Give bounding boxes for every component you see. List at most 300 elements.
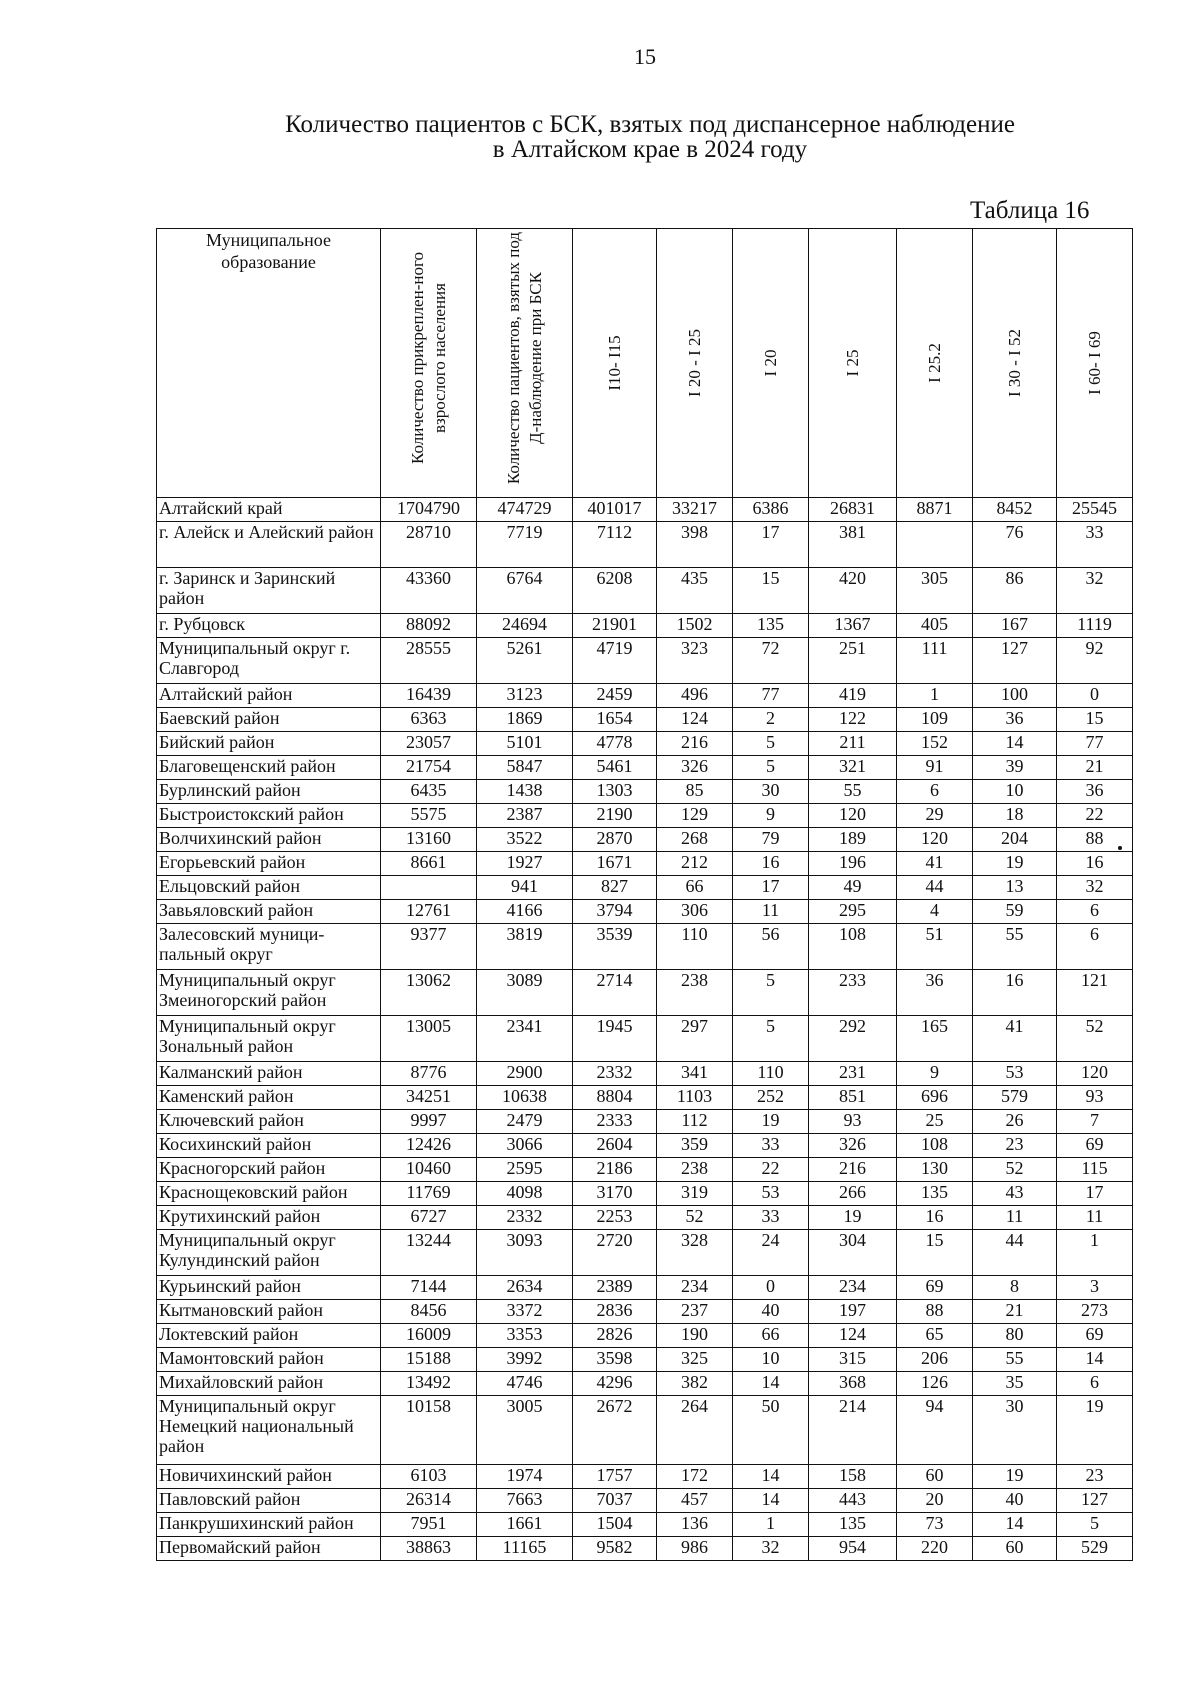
row-value-cell: 21 [1057, 756, 1133, 780]
row-value-cell: 66 [657, 876, 733, 900]
row-value-cell: 2459 [573, 684, 657, 708]
table-row [157, 1086, 1133, 1110]
row-value-cell: 9377 [381, 924, 477, 970]
row-value-cell: 2186 [573, 1158, 657, 1182]
header-i25: I 25 [809, 229, 897, 498]
row-value-cell: 55 [809, 780, 897, 804]
row-value-cell: 2479 [477, 1110, 573, 1134]
row-value-cell: 3539 [573, 924, 657, 970]
row-value-cell: 2900 [477, 1062, 573, 1086]
row-value-cell: 196 [809, 852, 897, 876]
row-value-cell: 100 [973, 684, 1057, 708]
row-value-cell: 435 [657, 568, 733, 614]
row-value-cell: 1654 [573, 708, 657, 732]
row-value-cell: 231 [809, 1062, 897, 1086]
row-municipality-name: Бийский район [157, 732, 381, 756]
row-value-cell: 2 [733, 708, 809, 732]
row-municipality-name: Муниципальный округ Змеиногорский район [157, 970, 381, 1016]
row-value-cell: 49 [809, 876, 897, 900]
row-value-cell: 326 [657, 756, 733, 780]
row-value-cell: 38863 [381, 1537, 477, 1561]
row-value-cell: 165 [897, 1016, 973, 1062]
row-value-cell: 52 [657, 1206, 733, 1230]
row-value-cell: 22 [733, 1158, 809, 1182]
row-value-cell: 220 [897, 1537, 973, 1561]
row-value-cell: 457 [657, 1489, 733, 1513]
row-value-cell: 130 [897, 1158, 973, 1182]
row-value-cell: 2333 [573, 1110, 657, 1134]
row-value-cell: 1 [897, 684, 973, 708]
row-value-cell: 851 [809, 1086, 897, 1110]
row-value-cell: 41 [897, 852, 973, 876]
page-title [170, 112, 1130, 162]
row-value-cell: 33 [733, 1134, 809, 1158]
row-value-cell: 93 [809, 1110, 897, 1134]
row-value-cell: 32 [1057, 876, 1133, 900]
row-value-cell: 197 [809, 1300, 897, 1324]
row-value-cell: 405 [897, 614, 973, 638]
row-municipality-name: г. Рубцовск [157, 614, 381, 638]
row-value-cell: 14 [973, 732, 1057, 756]
table-row [157, 876, 1133, 900]
row-value-cell: 341 [657, 1062, 733, 1086]
row-value-cell: 16 [897, 1206, 973, 1230]
row-municipality-name: Красногорский район [157, 1158, 381, 1182]
row-value-cell: 323 [657, 638, 733, 684]
row-value-cell: 50 [733, 1396, 809, 1465]
row-value-cell: 60 [897, 1465, 973, 1489]
row-value-cell: 1119 [1057, 614, 1133, 638]
row-value-cell: 0 [1057, 684, 1133, 708]
row-value-cell: 7112 [573, 522, 657, 568]
row-value-cell: 21754 [381, 756, 477, 780]
row-value-cell: 238 [657, 970, 733, 1016]
row-value-cell: 8452 [973, 498, 1057, 522]
row-municipality-name: Муниципальный округ Кулундинский район [157, 1230, 381, 1276]
table-row [157, 1158, 1133, 1182]
row-value-cell: 109 [897, 708, 973, 732]
row-value-cell: 190 [657, 1324, 733, 1348]
row-value-cell: 5461 [573, 756, 657, 780]
row-value-cell: 292 [809, 1016, 897, 1062]
row-value-cell: 398 [657, 522, 733, 568]
row-municipality-name: Михайловский район [157, 1372, 381, 1396]
row-value-cell: 2595 [477, 1158, 573, 1182]
row-value-cell: 212 [657, 852, 733, 876]
row-value-cell: 7951 [381, 1513, 477, 1537]
row-value-cell: 79 [733, 828, 809, 852]
row-municipality-name: Краснощековский район [157, 1182, 381, 1206]
row-value-cell: 529 [1057, 1537, 1133, 1561]
header-i60-i69: I 60- I 69 [1057, 229, 1133, 498]
row-value-cell: 120 [809, 804, 897, 828]
row-value-cell: 1438 [477, 780, 573, 804]
row-value-cell: 5847 [477, 756, 573, 780]
row-value-cell: 189 [809, 828, 897, 852]
row-value-cell: 77 [733, 684, 809, 708]
row-value-cell: 110 [733, 1062, 809, 1086]
row-value-cell: 6103 [381, 1465, 477, 1489]
table-row [157, 804, 1133, 828]
row-value-cell: 23 [1057, 1465, 1133, 1489]
row-value-cell: 30 [733, 780, 809, 804]
table-row [157, 900, 1133, 924]
row-value-cell: 941 [477, 876, 573, 900]
row-value-cell: 13005 [381, 1016, 477, 1062]
row-value-cell: 321 [809, 756, 897, 780]
row-value-cell: 14 [1057, 1348, 1133, 1372]
row-value-cell: 216 [657, 732, 733, 756]
row-value-cell: 2826 [573, 1324, 657, 1348]
row-value-cell: 17 [733, 522, 809, 568]
row-value-cell: 3353 [477, 1324, 573, 1348]
row-value-cell: 172 [657, 1465, 733, 1489]
row-value-cell: 2714 [573, 970, 657, 1016]
row-value-cell: 108 [809, 924, 897, 970]
row-municipality-name: Завьяловский район [157, 900, 381, 924]
row-value-cell: 2672 [573, 1396, 657, 1465]
row-value-cell: 10158 [381, 1396, 477, 1465]
row-value-cell: 3066 [477, 1134, 573, 1158]
row-value-cell: 15 [897, 1230, 973, 1276]
row-value-cell: 92 [1057, 638, 1133, 684]
row-value-cell: 13244 [381, 1230, 477, 1276]
row-value-cell: 304 [809, 1230, 897, 1276]
table-label: Таблица 16 [970, 197, 1090, 224]
row-value-cell: 297 [657, 1016, 733, 1062]
row-value-cell: 2870 [573, 828, 657, 852]
row-value-cell: 6208 [573, 568, 657, 614]
scan-speck [1118, 846, 1122, 850]
row-value-cell: 59 [973, 900, 1057, 924]
row-value-cell: 233 [809, 970, 897, 1016]
row-value-cell: 127 [973, 638, 1057, 684]
row-value-cell: 13160 [381, 828, 477, 852]
row-value-cell: 91 [897, 756, 973, 780]
row-value-cell: 14 [733, 1465, 809, 1489]
table-row [157, 1230, 1133, 1276]
row-value-cell: 3093 [477, 1230, 573, 1276]
row-value-cell: 35 [973, 1372, 1057, 1396]
row-value-cell: 326 [809, 1134, 897, 1158]
row-value-cell: 328 [657, 1230, 733, 1276]
row-value-cell: 2332 [573, 1062, 657, 1086]
row-value-cell: 3819 [477, 924, 573, 970]
row-value-cell: 122 [809, 708, 897, 732]
table-row [157, 568, 1133, 614]
row-value-cell: 158 [809, 1465, 897, 1489]
row-value-cell: 120 [897, 828, 973, 852]
row-value-cell: 3992 [477, 1348, 573, 1372]
row-municipality-name: Мамонтовский район [157, 1348, 381, 1372]
row-value-cell: 135 [809, 1513, 897, 1537]
row-value-cell: 7719 [477, 522, 573, 568]
row-value-cell: 8804 [573, 1086, 657, 1110]
row-value-cell: 8661 [381, 852, 477, 876]
row-value-cell: 24 [733, 1230, 809, 1276]
row-value-cell: 3170 [573, 1182, 657, 1206]
row-value-cell: 88092 [381, 614, 477, 638]
row-value-cell: 315 [809, 1348, 897, 1372]
row-value-cell: 16 [733, 852, 809, 876]
table-row [157, 1062, 1133, 1086]
row-value-cell: 1367 [809, 614, 897, 638]
row-value-cell: 33217 [657, 498, 733, 522]
row-value-cell: 11769 [381, 1182, 477, 1206]
table-row [157, 732, 1133, 756]
row-value-cell: 234 [809, 1276, 897, 1300]
row-municipality-name: Новичихинский район [157, 1465, 381, 1489]
row-value-cell: 5 [733, 1016, 809, 1062]
row-municipality-name: Егорьевский район [157, 852, 381, 876]
row-value-cell: 3372 [477, 1300, 573, 1324]
row-value-cell: 93 [1057, 1086, 1133, 1110]
row-value-cell: 69 [897, 1276, 973, 1300]
row-value-cell: 19 [973, 852, 1057, 876]
row-value-cell: 53 [973, 1062, 1057, 1086]
row-value-cell: 2253 [573, 1206, 657, 1230]
row-value-cell: 66 [733, 1324, 809, 1348]
row-value-cell: 22 [1057, 804, 1133, 828]
row-value-cell: 77 [1057, 732, 1133, 756]
row-municipality-name: г. Заринск и Заринский район [157, 568, 381, 614]
table-row [157, 638, 1133, 684]
row-value-cell: 17 [1057, 1182, 1133, 1206]
row-value-cell: 6727 [381, 1206, 477, 1230]
row-value-cell: 252 [733, 1086, 809, 1110]
row-municipality-name: Волчихинский район [157, 828, 381, 852]
table-row [157, 1465, 1133, 1489]
table-row [157, 924, 1133, 970]
row-value-cell: 237 [657, 1300, 733, 1324]
row-value-cell: 238 [657, 1158, 733, 1182]
row-value-cell: 216 [809, 1158, 897, 1182]
row-value-cell: 4778 [573, 732, 657, 756]
header-i10-i15: I10- I15 [573, 229, 657, 498]
title-line-2: в Алтайском крае в 2024 году [492, 136, 808, 163]
row-value-cell: 8871 [897, 498, 973, 522]
table-row [157, 684, 1133, 708]
row-value-cell: 266 [809, 1182, 897, 1206]
row-municipality-name: Муниципальный округ Немецкий национальный район [157, 1396, 381, 1465]
row-value-cell: 7 [1057, 1110, 1133, 1134]
row-municipality-name: Курьинский район [157, 1276, 381, 1300]
row-value-cell: 33 [1057, 522, 1133, 568]
row-value-cell: 2720 [573, 1230, 657, 1276]
table-row [157, 1348, 1133, 1372]
row-value-cell: 127 [1057, 1489, 1133, 1513]
row-value-cell: 1 [1057, 1230, 1133, 1276]
row-value-cell: 1974 [477, 1465, 573, 1489]
row-value-cell: 11 [1057, 1206, 1133, 1230]
row-value-cell: 16 [973, 970, 1057, 1016]
row-municipality-name: Павловский район [157, 1489, 381, 1513]
row-value-cell: 120 [1057, 1062, 1133, 1086]
table-row [157, 756, 1133, 780]
table-row [157, 1206, 1133, 1230]
row-value-cell: 20 [897, 1489, 973, 1513]
row-value-cell: 88 [897, 1300, 973, 1324]
row-value-cell: 2387 [477, 804, 573, 828]
row-value-cell: 214 [809, 1396, 897, 1465]
row-value-cell: 1945 [573, 1016, 657, 1062]
row-value-cell: 65 [897, 1324, 973, 1348]
row-value-cell: 16 [1057, 852, 1133, 876]
row-value-cell: 419 [809, 684, 897, 708]
row-value-cell: 5 [733, 756, 809, 780]
row-value-cell: 69 [1057, 1134, 1133, 1158]
row-value-cell: 211 [809, 732, 897, 756]
row-value-cell: 1504 [573, 1513, 657, 1537]
row-value-cell: 273 [1057, 1300, 1133, 1324]
header-row [157, 229, 1133, 498]
row-value-cell: 33 [733, 1206, 809, 1230]
row-value-cell: 136 [657, 1513, 733, 1537]
row-value-cell: 18 [973, 804, 1057, 828]
row-value-cell: 21901 [573, 614, 657, 638]
row-value-cell: 2341 [477, 1016, 573, 1062]
row-value-cell: 126 [897, 1372, 973, 1396]
row-value-cell: 6 [897, 780, 973, 804]
row-value-cell: 7144 [381, 1276, 477, 1300]
row-value-cell: 19 [1057, 1396, 1133, 1465]
row-value-cell: 24694 [477, 614, 573, 638]
row-municipality-name: Муниципальный округ г. Славгород [157, 638, 381, 684]
row-value-cell: 52 [973, 1158, 1057, 1182]
row-value-cell: 295 [809, 900, 897, 924]
table-row [157, 1324, 1133, 1348]
row-municipality-name: Благовещенский район [157, 756, 381, 780]
table-row [157, 1016, 1133, 1062]
row-value-cell: 420 [809, 568, 897, 614]
row-municipality-name: Кытмановский район [157, 1300, 381, 1324]
row-value-cell: 10638 [477, 1086, 573, 1110]
row-value-cell: 15 [1057, 708, 1133, 732]
row-municipality-name: г. Алейск и Алейский район [157, 522, 381, 568]
row-municipality-name: Залесовский муници-пальный округ [157, 924, 381, 970]
row-value-cell: 21 [973, 1300, 1057, 1324]
header-population: Количество прикреплен-ного взрослого населения [381, 229, 477, 498]
row-value-cell: 401017 [573, 498, 657, 522]
row-value-cell: 56 [733, 924, 809, 970]
row-value-cell: 44 [897, 876, 973, 900]
row-value-cell: 827 [573, 876, 657, 900]
row-value-cell: 129 [657, 804, 733, 828]
row-value-cell: 19 [973, 1465, 1057, 1489]
row-value-cell: 6386 [733, 498, 809, 522]
row-municipality-name: Калманский район [157, 1062, 381, 1086]
table-row [157, 498, 1133, 522]
row-value-cell: 135 [897, 1182, 973, 1206]
row-value-cell: 5 [733, 970, 809, 1016]
row-value-cell: 11 [973, 1206, 1057, 1230]
row-municipality-name: Алтайский район [157, 684, 381, 708]
row-value-cell: 15188 [381, 1348, 477, 1372]
row-value-cell: 9997 [381, 1110, 477, 1134]
row-value-cell: 51 [897, 924, 973, 970]
row-value-cell: 108 [897, 1134, 973, 1158]
row-value-cell: 1757 [573, 1465, 657, 1489]
row-value-cell: 8456 [381, 1300, 477, 1324]
header-municipality: Муниципальное образование [157, 229, 381, 498]
row-value-cell: 696 [897, 1086, 973, 1110]
row-value-cell: 8 [973, 1276, 1057, 1300]
row-value-cell: 325 [657, 1348, 733, 1372]
row-value-cell: 86 [973, 568, 1057, 614]
row-value-cell: 30 [973, 1396, 1057, 1465]
patients-table [156, 228, 1133, 1561]
row-value-cell: 579 [973, 1086, 1057, 1110]
row-value-cell: 2604 [573, 1134, 657, 1158]
row-value-cell: 76 [973, 522, 1057, 568]
row-value-cell: 234 [657, 1276, 733, 1300]
row-value-cell: 3005 [477, 1396, 573, 1465]
table-row [157, 1134, 1133, 1158]
row-value-cell: 306 [657, 900, 733, 924]
row-value-cell: 26 [973, 1110, 1057, 1134]
row-value-cell: 26831 [809, 498, 897, 522]
row-value-cell: 52 [1057, 1016, 1133, 1062]
header-i20-i25: I 20 - I 25 [657, 229, 733, 498]
row-value-cell: 443 [809, 1489, 897, 1513]
header-i20: I 20 [733, 229, 809, 498]
row-municipality-name: Муниципальный округ Зональный район [157, 1016, 381, 1062]
row-value-cell: 19 [809, 1206, 897, 1230]
row-value-cell: 1927 [477, 852, 573, 876]
table-row [157, 1300, 1133, 1324]
row-value-cell: 2190 [573, 804, 657, 828]
row-value-cell: 496 [657, 684, 733, 708]
row-value-cell: 474729 [477, 498, 573, 522]
row-value-cell: 72 [733, 638, 809, 684]
row-municipality-name: Алтайский край [157, 498, 381, 522]
table-row [157, 1513, 1133, 1537]
row-value-cell: 121 [1057, 970, 1133, 1016]
row-value-cell: 1671 [573, 852, 657, 876]
row-value-cell: 1103 [657, 1086, 733, 1110]
row-value-cell: 85 [657, 780, 733, 804]
row-municipality-name: Каменский район [157, 1086, 381, 1110]
row-value-cell [381, 876, 477, 900]
row-value-cell: 4098 [477, 1182, 573, 1206]
row-value-cell: 167 [973, 614, 1057, 638]
row-value-cell: 4166 [477, 900, 573, 924]
row-value-cell: 13492 [381, 1372, 477, 1396]
row-value-cell: 5261 [477, 638, 573, 684]
row-value-cell: 986 [657, 1537, 733, 1561]
row-value-cell: 251 [809, 638, 897, 684]
row-value-cell: 152 [897, 732, 973, 756]
row-value-cell: 11 [733, 900, 809, 924]
row-value-cell: 40 [973, 1489, 1057, 1513]
row-value-cell: 3598 [573, 1348, 657, 1372]
row-value-cell: 1303 [573, 780, 657, 804]
row-value-cell: 4719 [573, 638, 657, 684]
row-value-cell: 1704790 [381, 498, 477, 522]
row-municipality-name: Ельцовский район [157, 876, 381, 900]
row-municipality-name: Панкрушихинский район [157, 1513, 381, 1537]
row-value-cell: 36 [897, 970, 973, 1016]
table-row [157, 828, 1133, 852]
row-value-cell: 115 [1057, 1158, 1133, 1182]
row-value-cell: 4 [897, 900, 973, 924]
row-value-cell: 28710 [381, 522, 477, 568]
row-value-cell: 368 [809, 1372, 897, 1396]
row-value-cell: 6 [1057, 1372, 1133, 1396]
row-value-cell: 5575 [381, 804, 477, 828]
table-body [157, 498, 1133, 1561]
row-value-cell: 9582 [573, 1537, 657, 1561]
